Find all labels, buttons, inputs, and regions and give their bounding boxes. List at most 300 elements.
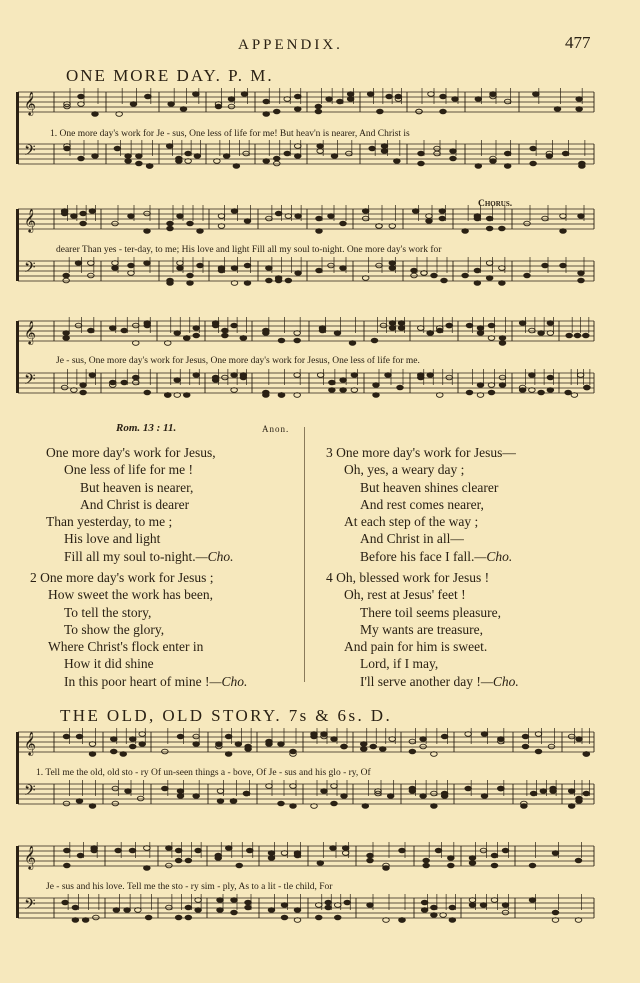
note-head <box>328 214 335 219</box>
note-head <box>120 752 127 757</box>
note-head <box>88 328 95 333</box>
note-head <box>113 908 120 913</box>
note-head <box>266 278 273 283</box>
running-head: APPENDIX. <box>238 37 343 53</box>
note-head <box>435 848 442 853</box>
note-head <box>164 393 171 398</box>
note-head <box>225 752 232 757</box>
note-head <box>144 866 151 871</box>
note-head <box>244 219 251 224</box>
note-head <box>552 910 559 915</box>
verse-3 <box>326 444 516 565</box>
note-head <box>223 154 230 159</box>
note-head <box>330 846 337 851</box>
note-head <box>228 97 235 102</box>
verse-line: And rest comes nearer, <box>360 496 484 512</box>
bass-clef: 𝄢 <box>24 782 36 803</box>
note-head <box>385 373 392 378</box>
note-head <box>240 375 247 380</box>
verse-line: 4 Oh, blessed work for Jesus ! <box>326 570 490 585</box>
note-head <box>193 373 200 378</box>
note-head <box>316 216 323 221</box>
note-head <box>63 734 70 739</box>
note-head <box>290 749 297 754</box>
hymn2-system2-lyrics: Je - sus and his love. Tell me the sto - ry sim - ply, As to a lit - tle child, For <box>46 882 333 892</box>
verse-line: How it did shine <box>64 656 154 672</box>
note-head <box>231 910 238 915</box>
verse-line: Oh, yes, a weary day ; <box>344 462 465 478</box>
note-head <box>427 331 434 336</box>
note-head <box>121 328 128 333</box>
note-head <box>446 323 453 328</box>
note-head <box>112 221 119 226</box>
note-head <box>499 375 506 380</box>
hymn2-system1-lyrics: 1. Tell me the old, old sto - ry Of un-seen things a - bove, Of Je - sus and his glo - ry, Of <box>36 768 371 778</box>
note-head <box>166 905 173 910</box>
verse-line: And Christ is dearer <box>80 496 190 512</box>
note-head <box>245 905 252 910</box>
verse-line: To show the glory, <box>64 621 165 637</box>
note-head <box>263 112 270 117</box>
note-head <box>114 146 121 151</box>
note-head <box>278 393 285 398</box>
note-head <box>215 104 222 109</box>
verse-line: To tell the story, <box>64 604 152 620</box>
note-head <box>574 333 581 338</box>
verse-line: Oh, rest at Jesus' feet ! <box>344 587 466 603</box>
note-head <box>418 161 425 166</box>
note-head <box>295 271 302 276</box>
verse-line-text: Before his face I fall. <box>360 548 475 564</box>
note-head <box>578 271 585 276</box>
verse-line-text: I'll serve another day ! <box>360 673 481 689</box>
note-head <box>386 94 393 99</box>
note-head <box>80 211 87 216</box>
verse-line <box>46 444 234 461</box>
hymn1-title: ONE MORE DAY. P. M. <box>66 66 274 85</box>
note-head <box>64 146 71 151</box>
note-head <box>174 331 181 336</box>
note-head <box>575 858 582 863</box>
note-head <box>417 326 424 331</box>
note-head <box>542 216 549 221</box>
note-head <box>72 905 79 910</box>
note-head <box>89 752 96 757</box>
note-head <box>367 853 374 858</box>
note-head <box>488 323 495 328</box>
note-head <box>389 266 396 271</box>
note-head <box>144 229 151 234</box>
note-head <box>502 848 509 853</box>
staff <box>18 369 594 397</box>
note-head <box>244 281 251 286</box>
note-head <box>341 744 348 749</box>
note-head <box>522 744 529 749</box>
note-head <box>411 268 418 273</box>
note-head <box>89 373 96 378</box>
note-head <box>579 161 586 166</box>
note-head <box>423 863 430 868</box>
note-head <box>491 853 498 858</box>
note-head <box>294 918 301 923</box>
note-head <box>317 144 324 149</box>
note-head <box>315 104 322 109</box>
note-head <box>431 905 438 910</box>
note-head <box>124 908 131 913</box>
note-head <box>421 900 428 905</box>
note-head <box>75 323 82 328</box>
note-head <box>474 216 481 221</box>
note-head <box>568 804 575 809</box>
chorus-cue: —Cho. <box>474 548 513 564</box>
hymn2-title: THE OLD, OLD STORY. 7s & 6s. D. <box>60 706 393 725</box>
note-head <box>273 161 280 166</box>
note-head <box>498 786 505 791</box>
note-head <box>477 383 484 388</box>
note-head <box>135 908 142 913</box>
note-head <box>449 905 456 910</box>
note-head <box>187 273 194 278</box>
note-head <box>197 263 204 268</box>
note-head <box>409 739 416 744</box>
note-head <box>530 146 537 151</box>
note-head <box>217 898 224 903</box>
chorus-cue: —Cho. <box>209 673 248 689</box>
note-head <box>328 263 335 268</box>
note-head <box>554 107 561 112</box>
note-head <box>129 737 136 742</box>
note-head <box>530 161 537 166</box>
chorus-cue: —Cho. <box>195 548 234 564</box>
note-head <box>125 159 132 164</box>
note-head <box>195 908 202 913</box>
note-head <box>389 326 396 331</box>
note-head <box>502 903 509 908</box>
verse1-line1: One more day's work for Jesus, <box>46 445 216 460</box>
note-head <box>381 149 388 154</box>
note-head <box>78 102 85 107</box>
note-head <box>177 734 184 739</box>
note-head <box>194 154 201 159</box>
note-head <box>381 144 388 149</box>
note-head <box>185 159 192 164</box>
note-head <box>275 211 282 216</box>
note-head <box>548 744 555 749</box>
note-head <box>175 848 182 853</box>
note-head <box>434 151 441 156</box>
note-head <box>88 261 95 266</box>
note-head <box>218 266 225 271</box>
note-head <box>75 261 82 266</box>
note-head <box>228 104 235 109</box>
note-head <box>212 378 219 383</box>
note-head <box>428 92 435 97</box>
verse-line: But heaven is nearer, <box>80 479 194 495</box>
note-head <box>290 784 297 789</box>
note-head <box>504 151 511 156</box>
note-head <box>217 908 224 913</box>
note-head <box>129 744 136 749</box>
note-head <box>193 92 200 97</box>
verse-line: But heaven shines clearer <box>360 479 499 495</box>
note-head <box>263 99 270 104</box>
note-head <box>231 373 238 378</box>
note-head <box>166 863 173 868</box>
verse-line <box>46 548 234 565</box>
note-head <box>136 161 143 166</box>
verse-line: There toil seems pleasure, <box>360 604 501 620</box>
note-head <box>465 786 472 791</box>
note-head <box>377 109 384 114</box>
note-head <box>268 851 275 856</box>
note-head <box>176 159 183 164</box>
note-head <box>420 794 427 799</box>
note-head <box>167 221 174 226</box>
note-head <box>560 263 567 268</box>
note-head <box>317 149 324 154</box>
note-head <box>360 742 367 747</box>
note-head <box>409 749 416 754</box>
bass-clef: 𝄢 <box>24 142 36 163</box>
note-head <box>538 331 545 336</box>
note-head <box>486 276 493 281</box>
note-head <box>185 915 192 920</box>
note-head <box>294 331 301 336</box>
verse-line: Lord, if I may, <box>360 656 439 672</box>
note-head <box>316 268 323 273</box>
note-head <box>535 749 542 754</box>
note-head <box>294 154 301 159</box>
note-head <box>233 164 240 169</box>
note-head <box>281 851 288 856</box>
brace <box>16 92 19 164</box>
note-head <box>266 784 273 789</box>
note-head <box>395 94 402 99</box>
note-head <box>367 858 374 863</box>
note-head <box>576 107 583 112</box>
note-head <box>183 393 190 398</box>
note-head <box>243 151 250 156</box>
note-head <box>340 388 347 393</box>
note-head <box>426 219 433 224</box>
note-head <box>315 903 322 908</box>
note-head <box>576 796 583 801</box>
note-head <box>578 278 585 283</box>
note-head <box>394 159 401 164</box>
note-head <box>578 214 585 219</box>
note-head <box>132 380 139 385</box>
note-head <box>583 752 590 757</box>
note-head <box>566 333 573 338</box>
note-head <box>266 266 273 271</box>
note-head <box>547 321 554 326</box>
note-head <box>112 786 119 791</box>
note-head <box>547 375 554 380</box>
note-head <box>571 393 578 398</box>
note-head <box>145 94 152 99</box>
note-head <box>76 734 83 739</box>
note-head <box>351 373 358 378</box>
note-head <box>187 281 194 286</box>
note-head <box>347 92 354 97</box>
note-head <box>481 732 488 737</box>
note-head <box>499 226 506 231</box>
treble-clef: 𝄞 <box>24 845 36 869</box>
note-head <box>311 804 318 809</box>
note-head <box>243 791 250 796</box>
note-head <box>125 154 132 159</box>
note-head <box>522 734 529 739</box>
note-head <box>389 261 396 266</box>
staff <box>18 257 594 285</box>
note-head <box>379 747 386 752</box>
note-head <box>367 92 374 97</box>
note-head <box>316 229 323 234</box>
note-head <box>552 851 559 856</box>
note-head <box>373 383 380 388</box>
note-head <box>62 900 69 905</box>
verse-line: One less of life for me ! <box>64 462 193 478</box>
note-head <box>399 918 406 923</box>
note-head <box>346 151 353 156</box>
note-head <box>420 744 427 749</box>
note-head <box>431 752 438 757</box>
note-head <box>499 341 506 346</box>
note-head <box>177 261 184 266</box>
note-head <box>568 789 575 794</box>
note-head <box>519 388 526 393</box>
note-head <box>82 918 89 923</box>
note-head <box>416 109 423 114</box>
note-head <box>452 97 459 102</box>
note-head <box>285 214 292 219</box>
note-head <box>529 388 536 393</box>
note-head <box>110 737 117 742</box>
note-head <box>488 336 495 341</box>
note-head <box>263 328 270 333</box>
chorus-label: Chorus. <box>478 199 513 209</box>
note-head <box>480 848 487 853</box>
staff <box>18 894 594 922</box>
note-head <box>389 737 396 742</box>
note-head <box>278 742 285 747</box>
note-head <box>230 799 237 804</box>
note-head <box>132 323 139 328</box>
note-head <box>441 734 448 739</box>
note-head <box>349 341 356 346</box>
note-head <box>524 221 531 226</box>
note-head <box>294 144 301 149</box>
note-head <box>560 214 567 219</box>
brace <box>16 209 19 281</box>
note-head <box>440 94 447 99</box>
verse-line: 3 One more day's work for Jesus— <box>326 445 516 460</box>
note-head <box>215 853 222 858</box>
note-head <box>411 273 418 278</box>
note-head <box>177 214 184 219</box>
column-divider <box>304 427 305 682</box>
note-head <box>275 276 282 281</box>
note-head <box>167 226 174 231</box>
note-head <box>197 229 204 234</box>
note-head <box>116 112 123 117</box>
note-head <box>524 273 531 278</box>
note-head <box>222 328 229 333</box>
note-head <box>575 918 582 923</box>
note-head <box>538 390 545 395</box>
note-head <box>294 853 301 858</box>
verse-4 <box>326 569 519 690</box>
note-head <box>397 385 404 390</box>
note-head <box>488 390 495 395</box>
note-head <box>136 154 143 159</box>
note-head <box>499 266 506 271</box>
note-head <box>529 863 536 868</box>
note-head <box>61 211 68 216</box>
note-head <box>329 388 336 393</box>
note-head <box>315 915 322 920</box>
note-head <box>540 789 547 794</box>
note-head <box>477 393 484 398</box>
note-head <box>177 789 184 794</box>
note-head <box>519 321 526 326</box>
bass-clef: 𝄢 <box>24 371 36 392</box>
note-head <box>225 846 232 851</box>
note-head <box>490 92 497 97</box>
note-head <box>218 214 225 219</box>
note-head <box>380 323 387 328</box>
note-head <box>475 97 482 102</box>
note-head <box>78 156 85 161</box>
note-head <box>474 268 481 273</box>
note-head <box>398 326 405 331</box>
note-head <box>423 858 430 863</box>
note-head <box>195 848 202 853</box>
note-head <box>326 97 333 102</box>
note-head <box>426 214 433 219</box>
note-head <box>109 326 116 331</box>
bass-clef: 𝄢 <box>24 259 36 280</box>
note-head <box>342 846 349 851</box>
note-head <box>185 858 192 863</box>
note-head <box>439 216 446 221</box>
note-head <box>125 789 132 794</box>
note-head <box>263 159 270 164</box>
note-head <box>491 898 498 903</box>
note-head <box>399 848 406 853</box>
note-head <box>80 221 87 226</box>
note-head <box>331 801 338 806</box>
note-head <box>128 214 135 219</box>
note-head <box>486 261 493 266</box>
note-head <box>294 338 301 343</box>
note-head <box>294 393 301 398</box>
note-head <box>550 789 557 794</box>
note-head <box>174 378 181 383</box>
note-head <box>121 380 128 385</box>
note-head <box>214 159 221 164</box>
note-head <box>294 94 301 99</box>
note-head <box>273 109 280 114</box>
note-head <box>331 154 338 159</box>
note-head <box>371 338 378 343</box>
staff <box>18 140 594 168</box>
note-head <box>91 846 98 851</box>
note-head <box>195 898 202 903</box>
scripture-reference: Rom. 13 : 11. <box>116 422 177 434</box>
note-head <box>128 263 135 268</box>
note-head <box>477 326 484 331</box>
